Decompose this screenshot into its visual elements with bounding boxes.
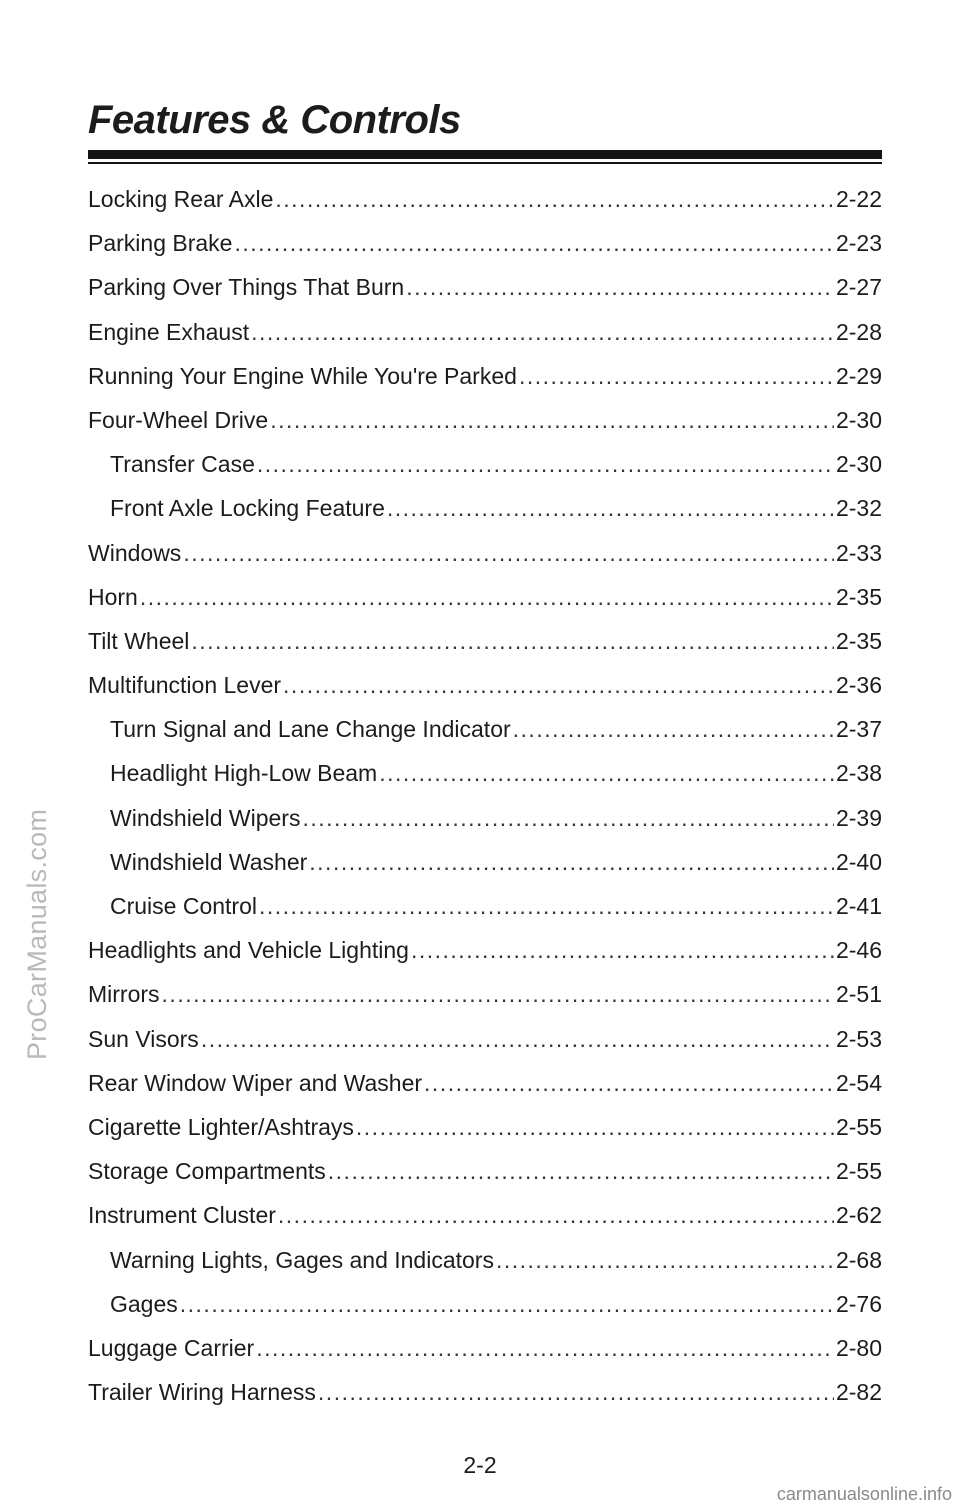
toc-leader-dots bbox=[387, 495, 834, 522]
toc-entry[interactable] bbox=[88, 1247, 882, 1291]
footer-watermark: carmanualsonline.info bbox=[776, 1484, 952, 1504]
toc-leader-dots bbox=[411, 937, 834, 964]
toc-leader-dots bbox=[180, 1291, 834, 1318]
toc-leader-dots bbox=[257, 451, 834, 478]
toc-entry-page: 2-54 bbox=[835, 1069, 882, 1096]
toc-leader-dots bbox=[270, 407, 834, 434]
toc-leader-dots bbox=[278, 1202, 834, 1229]
toc-entry-label: Cigarette Lighter/Ashtrays bbox=[88, 1113, 354, 1140]
toc-entry[interactable] bbox=[88, 893, 882, 937]
toc-entry[interactable] bbox=[88, 363, 882, 407]
toc-entry[interactable] bbox=[88, 230, 882, 274]
toc-entry-label: Luggage Carrier bbox=[88, 1334, 255, 1361]
toc-entry-page: 2-46 bbox=[835, 937, 882, 964]
toc-entry-page: 2-38 bbox=[835, 760, 882, 787]
toc-entry[interactable] bbox=[88, 937, 882, 981]
side-watermark: ProCarManuals.com bbox=[22, 808, 52, 1060]
toc-entry-page: 2-29 bbox=[835, 362, 882, 389]
toc-leader-dots bbox=[496, 1247, 834, 1274]
toc-leader-dots bbox=[406, 274, 834, 301]
toc-entry-page: 2-28 bbox=[835, 318, 882, 345]
toc-entry[interactable] bbox=[88, 1335, 882, 1379]
toc-entry[interactable] bbox=[88, 186, 882, 230]
toc-entry-label: Multifunction Lever bbox=[88, 672, 282, 699]
toc-entry[interactable] bbox=[88, 540, 882, 584]
toc-entry-page: 2-33 bbox=[835, 539, 882, 566]
toc-entry-page: 2-39 bbox=[835, 804, 882, 831]
toc-entry-page: 2-30 bbox=[835, 451, 882, 478]
toc-entry[interactable] bbox=[88, 1158, 882, 1202]
toc-leader-dots bbox=[183, 540, 834, 567]
toc-entry-page: 2-80 bbox=[835, 1334, 882, 1361]
toc-leader-dots bbox=[234, 230, 833, 257]
toc-leader-dots bbox=[379, 760, 834, 787]
toc-entry[interactable] bbox=[88, 1202, 882, 1246]
toc-leader-dots bbox=[519, 363, 834, 390]
toc-entry-label: Front Axle Locking Feature bbox=[110, 495, 385, 522]
toc-entry-label: Horn bbox=[88, 583, 138, 610]
toc-entry-label: Parking Brake bbox=[88, 230, 233, 257]
title-rule-thin bbox=[88, 162, 882, 164]
toc-entry-page: 2-37 bbox=[835, 716, 882, 743]
toc-entry-label: Trailer Wiring Harness bbox=[88, 1379, 316, 1406]
toc-entry-label: Instrument Cluster bbox=[88, 1202, 276, 1229]
toc-entry-page: 2-23 bbox=[835, 230, 882, 257]
toc-entry[interactable] bbox=[88, 1114, 882, 1158]
toc-leader-dots bbox=[256, 1335, 834, 1362]
title-rule bbox=[88, 150, 882, 159]
toc-entry[interactable] bbox=[88, 849, 882, 893]
toc-entry-page: 2-55 bbox=[835, 1158, 882, 1185]
toc-leader-dots bbox=[275, 186, 834, 213]
toc-entry-label: Headlights and Vehicle Lighting bbox=[88, 937, 409, 964]
toc-leader-dots bbox=[201, 1026, 834, 1053]
toc-entry-label: Windshield Washer bbox=[110, 848, 308, 875]
toc-leader-dots bbox=[513, 716, 834, 743]
toc-entry-page: 2-30 bbox=[835, 406, 882, 433]
toc-entry-page: 2-36 bbox=[835, 672, 882, 699]
toc-entry[interactable] bbox=[88, 1379, 882, 1423]
toc-entry-page: 2-62 bbox=[835, 1202, 882, 1229]
toc-leader-dots bbox=[140, 584, 834, 611]
toc-entry-page: 2-53 bbox=[835, 1025, 882, 1052]
toc-entry-label: Sun Visors bbox=[88, 1025, 199, 1052]
toc-entry-label: Locking Rear Axle bbox=[88, 186, 274, 212]
toc-entry[interactable] bbox=[88, 584, 882, 628]
toc-entry[interactable] bbox=[88, 319, 882, 363]
toc-entry[interactable] bbox=[88, 716, 882, 760]
toc-entry-label: Parking Over Things That Burn bbox=[88, 274, 405, 301]
toc-entry-label: Gages bbox=[110, 1290, 178, 1317]
toc-entry[interactable] bbox=[88, 1070, 882, 1114]
table-of-contents bbox=[88, 186, 882, 1423]
toc-entry-label: Warning Lights, Gages and Indicators bbox=[110, 1246, 494, 1273]
toc-entry-page: 2-82 bbox=[835, 1379, 882, 1406]
toc-entry-page: 2-40 bbox=[835, 848, 882, 875]
toc-entry-page: 2-27 bbox=[835, 274, 882, 301]
page-title: Features & Controls bbox=[88, 98, 461, 142]
toc-entry-page: 2-55 bbox=[835, 1113, 882, 1140]
toc-entry[interactable] bbox=[88, 760, 882, 804]
toc-entry-label: Cruise Control bbox=[110, 893, 257, 919]
toc-entry-page: 2-51 bbox=[835, 981, 882, 1008]
toc-entry-page: 2-41 bbox=[835, 893, 882, 919]
toc-entry-label: Four-Wheel Drive bbox=[88, 406, 269, 433]
toc-entry-label: Storage Compartments bbox=[88, 1158, 326, 1185]
toc-entry[interactable] bbox=[88, 407, 882, 451]
toc-entry-label: Tilt Wheel bbox=[88, 627, 190, 654]
toc-entry-label: Headlight High-Low Beam bbox=[110, 760, 378, 787]
toc-entry[interactable] bbox=[88, 805, 882, 849]
toc-entry-page: 2-35 bbox=[835, 583, 882, 610]
toc-leader-dots bbox=[251, 319, 834, 346]
toc-entry-label: Transfer Case bbox=[110, 451, 255, 478]
toc-leader-dots bbox=[356, 1114, 834, 1141]
toc-entry-label: Windows bbox=[88, 539, 182, 566]
toc-entry-label: Rear Window Wiper and Washer bbox=[88, 1069, 423, 1096]
toc-leader-dots bbox=[318, 1379, 834, 1406]
toc-leader-dots bbox=[191, 628, 834, 655]
toc-leader-dots bbox=[259, 893, 834, 920]
toc-leader-dots bbox=[302, 805, 834, 832]
toc-entry[interactable] bbox=[88, 981, 882, 1025]
toc-entry-label: Running Your Engine While You're Parked bbox=[88, 362, 517, 389]
toc-entry[interactable] bbox=[88, 1291, 882, 1335]
toc-entry[interactable] bbox=[88, 672, 882, 716]
page-number: 2-2 bbox=[463, 1452, 497, 1478]
toc-entry[interactable] bbox=[88, 495, 882, 539]
toc-entry-label: Mirrors bbox=[88, 981, 160, 1008]
toc-leader-dots bbox=[283, 672, 834, 699]
toc-entry[interactable] bbox=[88, 628, 882, 672]
toc-entry-label: Windshield Wipers bbox=[110, 804, 301, 831]
toc-entry-page: 2-76 bbox=[835, 1290, 882, 1317]
toc-entry-page: 2-32 bbox=[835, 495, 882, 522]
toc-entry-page: 2-35 bbox=[835, 627, 882, 654]
toc-entry[interactable] bbox=[88, 1026, 882, 1070]
toc-leader-dots bbox=[162, 981, 834, 1008]
toc-entry[interactable] bbox=[88, 451, 882, 495]
toc-entry[interactable] bbox=[88, 274, 882, 318]
toc-entry-page: 2-68 bbox=[835, 1246, 882, 1273]
toc-leader-dots bbox=[309, 849, 834, 876]
toc-entry-page: 2-22 bbox=[835, 186, 882, 212]
toc-leader-dots bbox=[328, 1158, 834, 1185]
toc-entry-label: Turn Signal and Lane Change Indicator bbox=[110, 716, 511, 743]
toc-entry-label: Engine Exhaust bbox=[88, 318, 250, 345]
toc-leader-dots bbox=[424, 1070, 834, 1097]
